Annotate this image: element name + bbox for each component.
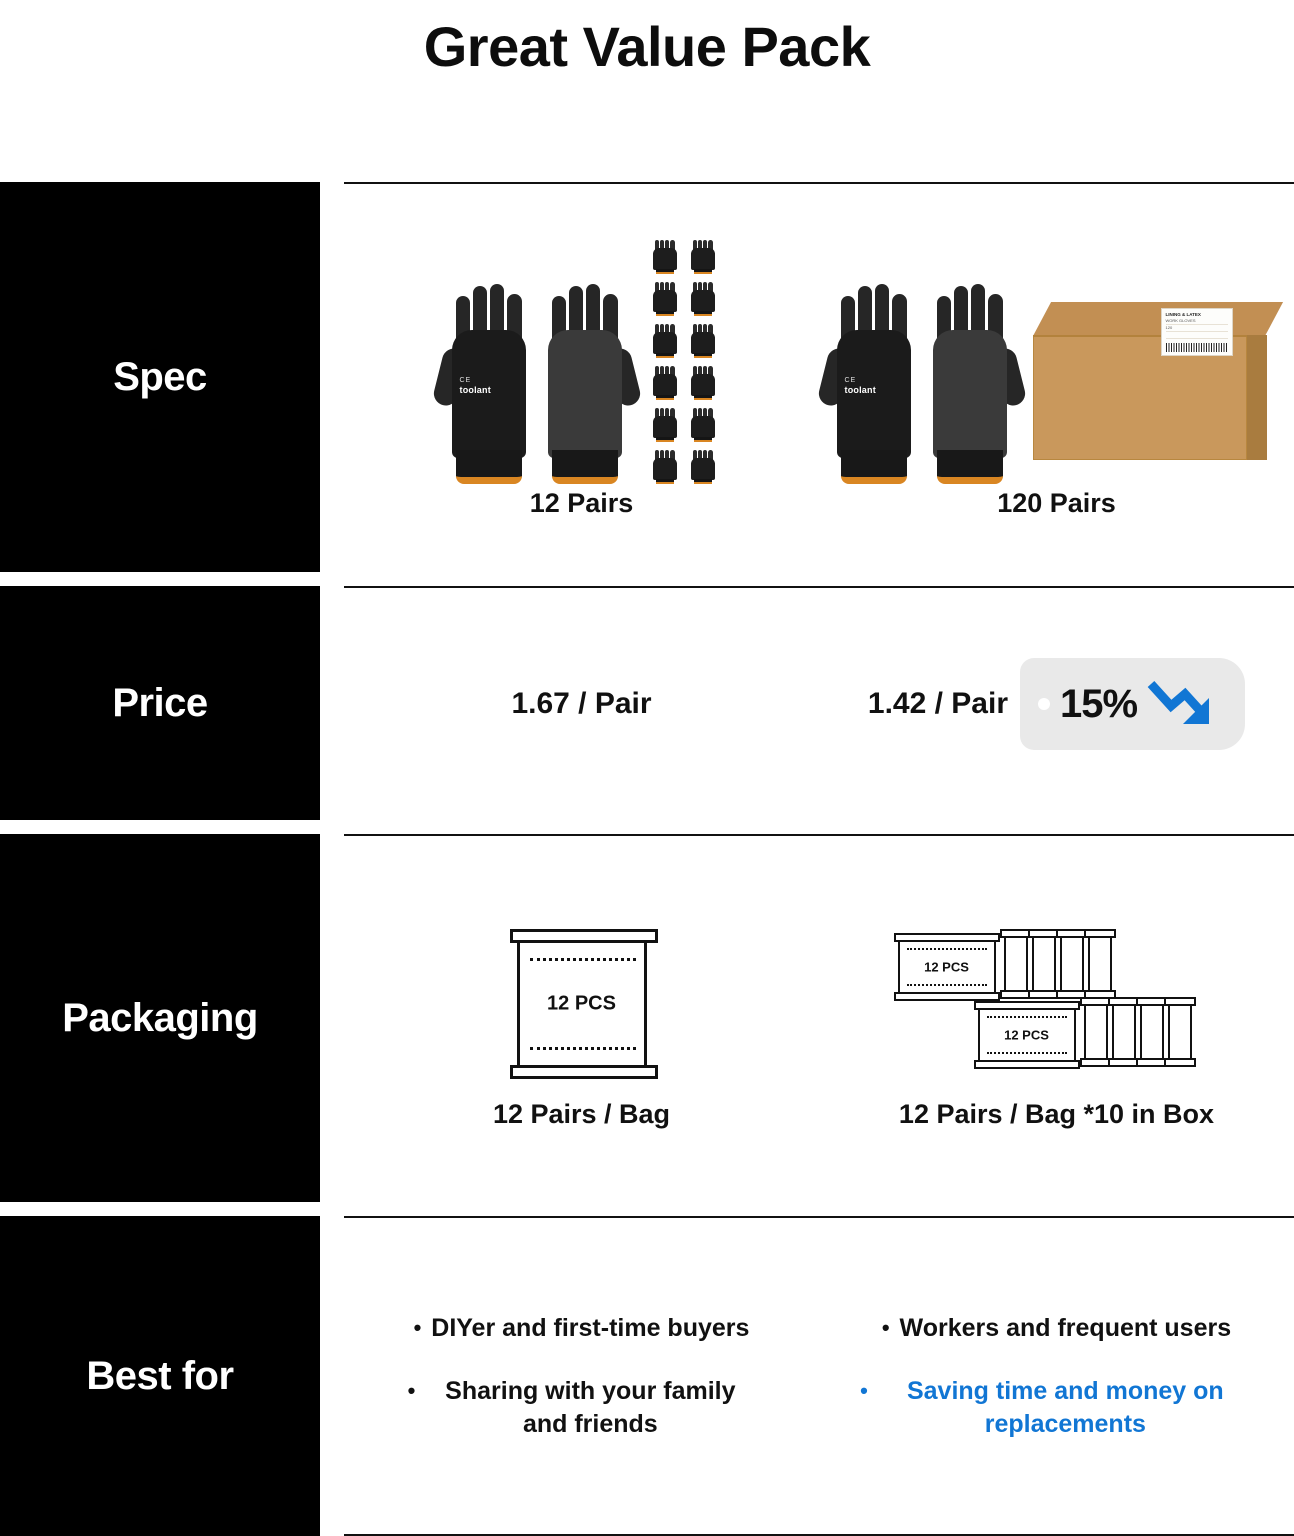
packaging-content xyxy=(344,834,1294,1202)
best-for-list-right xyxy=(819,1312,1294,1441)
glove-mini-icon xyxy=(688,448,718,484)
glove-icon xyxy=(831,278,917,488)
bullet-icon: • xyxy=(881,1314,890,1340)
spec-caption-left: 12 Pairs xyxy=(529,487,634,518)
list-item-highlight: • Saving time and money on replacements xyxy=(860,1376,1224,1438)
bag-icon xyxy=(1088,930,1112,998)
bag-icon xyxy=(1140,998,1164,1066)
bag-icon xyxy=(898,934,996,1000)
carton-label-title: LINING & LATEX xyxy=(1165,311,1201,317)
glove-group-120 xyxy=(831,238,1283,488)
glove-group-12 xyxy=(446,238,718,488)
packaging-caption-right: 12 Pairs / Bag *10 in Box xyxy=(898,1098,1215,1129)
discount-percent: 15% xyxy=(1060,681,1138,726)
best-for-content xyxy=(344,1216,1294,1536)
glove-icon xyxy=(927,278,1013,488)
price-cell-120-pairs xyxy=(819,588,1294,820)
price-left: 1.67 / Pair xyxy=(511,687,652,720)
bag-quantity-label: 12 PCS xyxy=(547,992,616,1014)
carton-label xyxy=(1161,308,1233,356)
price-right: 1.42 / Pair xyxy=(867,687,1009,720)
price-content xyxy=(344,586,1294,820)
carton-label-qty: 120 xyxy=(1166,325,1228,332)
row-label-spec: Spec xyxy=(0,182,320,572)
table-row-best-for xyxy=(0,1216,1294,1536)
spec-content xyxy=(344,182,1294,572)
packaging-caption-left: 12 Pairs / Bag xyxy=(492,1098,671,1129)
best-for-list-left xyxy=(344,1312,819,1441)
bag-icon xyxy=(1032,930,1056,998)
glove-mini-icon xyxy=(650,448,680,484)
packaging-cell-120-pairs xyxy=(819,836,1294,1202)
glove-brand-name: toolant xyxy=(844,384,876,395)
price-cell-12-pairs xyxy=(344,588,819,820)
row-label-packaging: Packaging xyxy=(0,834,320,1202)
glove-icon xyxy=(542,278,628,488)
bag-icon xyxy=(1084,998,1108,1066)
glove-mini-icon xyxy=(688,322,718,358)
glove-mini-icon xyxy=(650,406,680,442)
glove-mini-icon xyxy=(688,364,718,400)
spec-cell-120-pairs xyxy=(819,184,1294,572)
bag-icon xyxy=(1060,930,1084,998)
bag-icon xyxy=(1168,998,1192,1066)
glove-mini-icon xyxy=(688,406,718,442)
bag-quantity-label: 12 PCS xyxy=(1004,1027,1049,1042)
bag-icon xyxy=(978,1002,1076,1068)
glove-icon xyxy=(446,278,532,488)
list-item: • Workers and frequent users xyxy=(881,1313,1232,1342)
glove-brand-name: toolant xyxy=(459,384,491,395)
glove-brand-marks: CE xyxy=(459,376,472,384)
carton-label-subtitle: WORK GLOVES xyxy=(1166,318,1228,325)
table-row-packaging xyxy=(0,834,1294,1202)
row-label-price: Price xyxy=(0,586,320,820)
comparison-table xyxy=(0,182,1294,1536)
list-item: • Sharing with your family and friends xyxy=(407,1376,736,1438)
bag-stack-icon xyxy=(892,924,1222,1084)
glove-mini-icon xyxy=(650,364,680,400)
spec-caption-right: 120 Pairs xyxy=(997,487,1116,518)
table-row-spec xyxy=(0,182,1294,572)
bullet-icon: • xyxy=(860,1377,868,1403)
bag-icon xyxy=(1112,998,1136,1066)
glove-mini-icon xyxy=(650,322,680,358)
table-row-price xyxy=(0,586,1294,820)
list-item: • DIYer and first-time buyers xyxy=(413,1313,750,1342)
glove-mini-grid xyxy=(650,238,718,486)
page-title: Great Value Pack xyxy=(423,15,871,78)
bullet-icon: • xyxy=(413,1314,422,1340)
arrow-down-icon xyxy=(1147,676,1219,732)
glove-mini-icon xyxy=(650,280,680,316)
barcode-icon xyxy=(1166,343,1228,352)
glove-brand-marks: CE xyxy=(844,376,857,384)
spec-cell-12-pairs xyxy=(344,184,819,572)
glove-mini-icon xyxy=(688,280,718,316)
discount-tag xyxy=(1020,658,1245,750)
glove-mini-icon xyxy=(650,238,680,274)
best-for-cell-12-pairs xyxy=(344,1218,819,1534)
bag-quantity-label: 12 PCS xyxy=(924,959,969,974)
glove-mini-icon xyxy=(688,238,718,274)
row-label-best-for: Best for xyxy=(0,1216,320,1536)
bag-icon xyxy=(517,929,647,1079)
packaging-cell-12-pairs xyxy=(344,836,819,1202)
best-for-cell-120-pairs xyxy=(819,1218,1294,1534)
bullet-icon: • xyxy=(407,1377,416,1403)
bag-icon xyxy=(1004,930,1028,998)
carton-box-icon xyxy=(1033,302,1283,472)
